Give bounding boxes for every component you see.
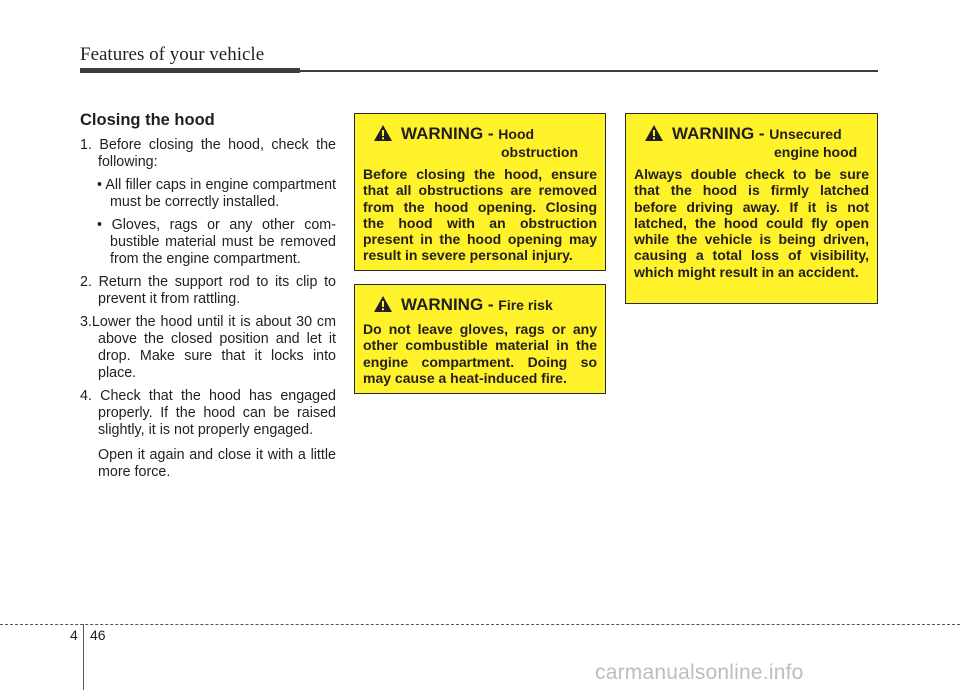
- warning-unsecured-engine-hood: [625, 113, 878, 304]
- warning-header: [363, 293, 597, 321]
- step-2: 2. Return the support rod to its clip to prevent it from rattling.: [80, 274, 336, 307]
- site-watermark: carmanualsonline.info: [595, 661, 804, 684]
- chapter-number: 4: [70, 627, 78, 643]
- header-rule-thick: [80, 68, 300, 73]
- warning-triangle-icon: [644, 124, 664, 142]
- warning-header: [634, 122, 869, 166]
- warning-hood-obstruction: [354, 113, 606, 271]
- step-4: 4. Check that the hood has engaged properly. If the hood can be raised slightly, it is not properly engaged.: [80, 388, 336, 438]
- instructions-column: [80, 112, 336, 487]
- warning-triangle-icon: [373, 124, 393, 142]
- header-rule-thin: [300, 70, 878, 72]
- page-number: 46: [90, 627, 106, 643]
- warning-title: WARNING - Hood: [401, 124, 535, 143]
- warning-subtitle-line2: obstruction: [501, 144, 578, 160]
- warning-header: [363, 122, 597, 166]
- warning-fire-risk: [354, 284, 606, 394]
- warning-subtitle-line2: engine hood: [774, 144, 858, 160]
- step-1: 1. Before closing the hood, check the following:: [80, 137, 336, 170]
- step-1-bullet-2: • Gloves, rags or any other combustible material must be removed from the engine compartment.: [97, 217, 336, 267]
- page-number-divider: [83, 624, 84, 690]
- warning-title: WARNING - Fire risk: [401, 295, 553, 314]
- step-3: 3.Lower the hood until it is about 30 cm above the closed position and let it drop. Make sure that it locks into place.: [80, 314, 336, 381]
- section-title: Closing the hood: [80, 111, 215, 129]
- step-1-bullet-1: • All filler caps in engine compartment must be correctly installed.: [97, 177, 336, 210]
- warning-body: Do not leave gloves, rags or any other combustible material in the engine compartment. Doing so may cause a heat-induced fire.: [363, 321, 597, 386]
- footer-rule: [0, 624, 960, 625]
- warning-body: Always double check to be sure that the hood is firmly latched before driving away. If it is not latched, the hood could fly open while the vehicle is being driven, causing a total loss of visibility, which might result in an accident.: [634, 166, 869, 280]
- step-4-note: Open it again and close it with a little more force.: [98, 447, 336, 480]
- warning-body: Before closing the hood, ensure that all obstructions are removed from the hood opening. Closing the hood with an obstruction present in the hood opening may result in severe personal injury.: [363, 166, 597, 264]
- warning-triangle-icon: [373, 295, 393, 313]
- page-header-title: Features of your vehicle: [80, 44, 265, 65]
- warning-title: WARNING - Unsecured: [672, 124, 842, 143]
